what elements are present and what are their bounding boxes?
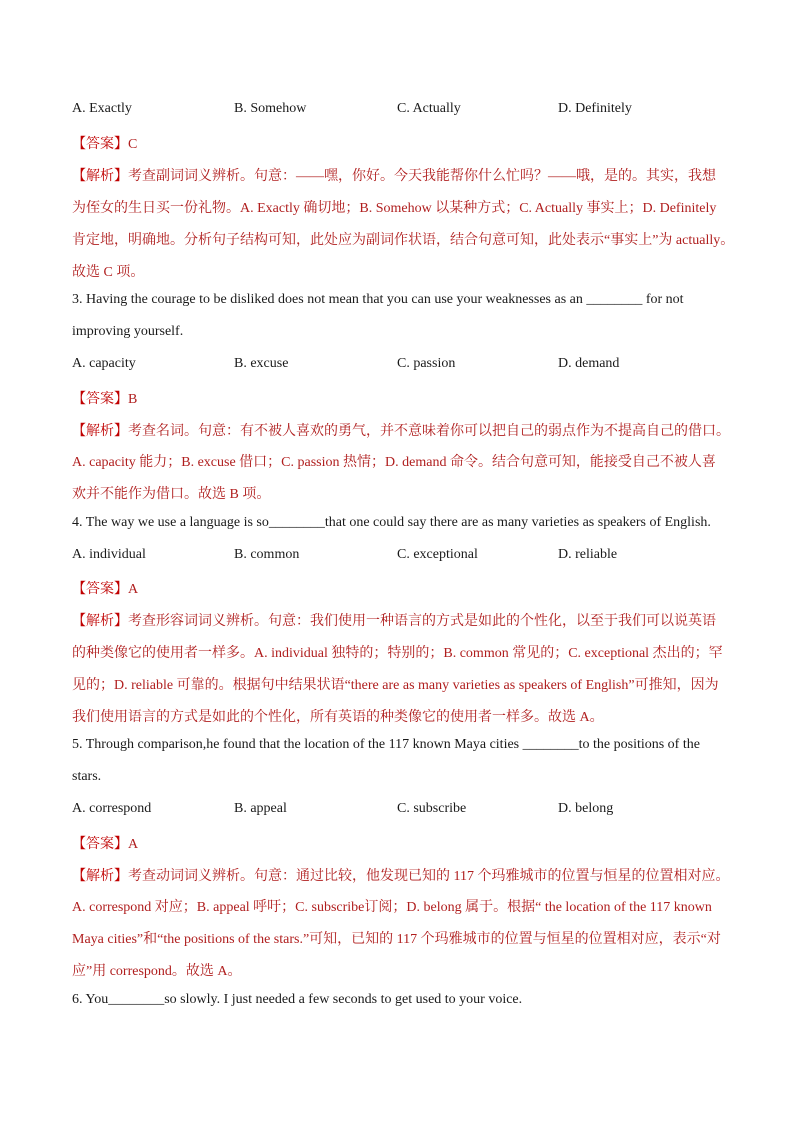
analysis-tag: 【解析】 — [72, 614, 128, 629]
q2-analysis-line-3: 肯定地，明确地。分析句子结构可知，此处应为副词作状语，结合句意可知，此处表示“事实上”为 actually。 — [72, 233, 735, 248]
q2-option-b: B. Somehow — [234, 101, 307, 116]
answer-value: C — [128, 137, 138, 152]
q5-answer — [72, 833, 138, 853]
answer-tag: 【答案】 — [72, 837, 128, 852]
q4-answer — [72, 578, 138, 598]
q2-analysis-line-2: 为侄女的生日买一份礼物。A. Exactly 确切地；B. Somehow 以某种方式；C. Actually 事实上；D. Definitely — [72, 201, 717, 216]
q2-option-d: D. Definitely — [558, 101, 632, 116]
q5-analysis-line-2: A. correspond 对应；B. appeal 呼吁；C. subscribe订阅；D. belong 属于。根据“ the location of the 117 known — [72, 900, 712, 915]
q2-analysis-line-1 — [72, 165, 716, 185]
analysis-text: 考查名词。句意：有不被人喜欢的勇气，并不意味着你可以把自己的弱点作为不提高自己的借口。 — [128, 424, 730, 439]
q3-option-c: C. passion — [397, 356, 456, 371]
q3-stem-line-2: improving yourself. — [72, 324, 184, 339]
q3-option-a: A. capacity — [72, 356, 136, 371]
q4-option-b: B. common — [234, 547, 300, 562]
analysis-text: 考查形容词词义辨析。句意：我们使用一种语言的方式是如此的个性化，以至于我们可以说英语 — [128, 614, 716, 629]
answer-tag: 【答案】 — [72, 582, 128, 597]
q4-analysis-line-2: 的种类像它的使用者一样多。A. individual 独特的；特别的；B. common 常见的；C. exceptional 杰出的；罕 — [72, 646, 723, 661]
analysis-tag: 【解析】 — [72, 424, 128, 439]
q4-option-c: C. exceptional — [397, 547, 478, 562]
q2-analysis-line-4: 故选 C 项。 — [72, 265, 145, 280]
q6-stem-line-1: 6. You________so slowly. I just needed a few seconds to get used to your voice. — [72, 992, 523, 1007]
q4-analysis-line-1 — [72, 610, 716, 630]
q2-answer — [72, 133, 137, 153]
q5-option-d: D. belong — [558, 801, 614, 816]
q5-stem-line-2: stars. — [72, 769, 102, 784]
q5-option-c: C. subscribe — [397, 801, 467, 816]
q3-option-d: D. demand — [558, 356, 620, 371]
q5-analysis-line-1 — [72, 865, 729, 885]
q3-analysis-line-3: 欢并不能作为借口。故选 B 项。 — [72, 487, 271, 502]
analysis-tag: 【解析】 — [72, 169, 128, 184]
q5-analysis-line-4: 应”用 correspond。故选 A。 — [72, 964, 242, 979]
q4-stem-line-1: 4. The way we use a language is so________that one could say there are as many varieties as speakers of English. — [72, 515, 711, 530]
q2-option-a: A. Exactly — [72, 101, 132, 116]
answer-value: A — [128, 837, 139, 852]
q4-option-a: A. individual — [72, 547, 146, 562]
analysis-tag: 【解析】 — [72, 869, 128, 884]
q5-analysis-line-3: Maya cities”和“the positions of the stars.”可知，已知的 117 个玛雅城市的位置与恒星的位置相对应，表示“对 — [72, 932, 721, 947]
q4-analysis-line-3: 见的；D. reliable 可靠的。根据句中结果状语“there are as many varieties as speakers of English”可推知，因为 — [72, 678, 719, 693]
analysis-text: 考查副词词义辨析。句意：——嘿，你好。今天我能帮你什么忙吗？——哦，是的。其实，我想 — [128, 169, 716, 184]
q3-answer — [72, 388, 137, 408]
analysis-text: 考查动词词义辨析。句意：通过比较，他发现已知的 117 个玛雅城市的位置与恒星的位置相对应。 — [128, 869, 730, 884]
q4-option-d: D. reliable — [558, 547, 618, 562]
answer-value: A — [128, 582, 139, 597]
q5-stem-line-1: 5. Through comparison,he found that the location of the 117 known Maya cities ________to the positions of the — [72, 737, 700, 752]
q3-stem-line-1: 3. Having the courage to be disliked does not mean that you can use your weaknesses as an ________ for not — [72, 292, 684, 307]
q3-option-b: B. excuse — [234, 356, 289, 371]
q5-option-b: B. appeal — [234, 801, 287, 816]
answer-tag: 【答案】 — [72, 392, 128, 407]
q4-analysis-line-4: 我们使用语言的方式是如此的个性化，所有英语的种类像它的使用者一样多。故选 A。 — [72, 710, 604, 725]
q3-analysis-line-1 — [72, 420, 730, 440]
answer-value: B — [128, 392, 138, 407]
answer-tag: 【答案】 — [72, 137, 128, 152]
q2-option-c: C. Actually — [397, 101, 461, 116]
q3-analysis-line-2: A. capacity 能力；B. excuse 借口；C. passion 热情；D. demand 命令。结合句意可知，能接受自己不被人喜 — [72, 455, 716, 470]
q5-option-a: A. correspond — [72, 801, 152, 816]
